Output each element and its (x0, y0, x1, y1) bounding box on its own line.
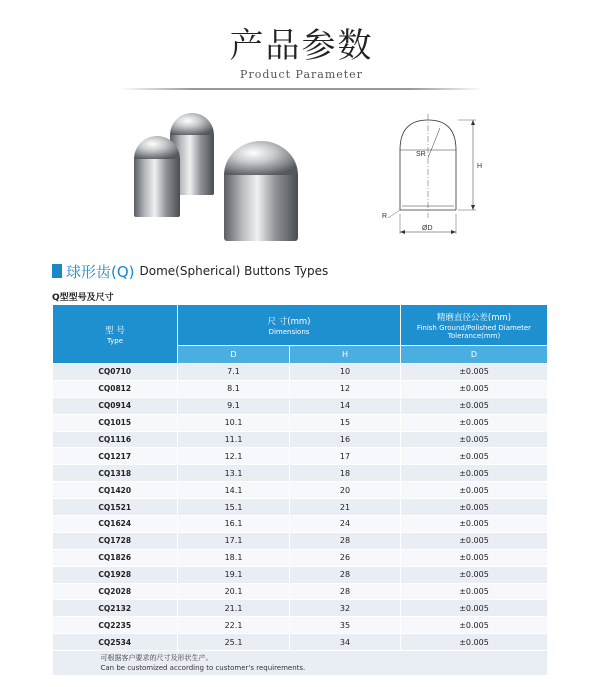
cell-d: 18.1 (178, 549, 290, 566)
cell-type: CQ1217 (53, 448, 178, 465)
section-marker (52, 264, 62, 278)
cell-type: CQ1420 (53, 482, 178, 499)
cell-tolerance: ±0.005 (401, 634, 548, 651)
product-photo (128, 105, 338, 253)
drawing-label-h: H (477, 163, 483, 170)
cell-tolerance: ±0.005 (401, 482, 548, 499)
table-row (53, 431, 548, 448)
section-title-cn: 球形齿(Q) (66, 262, 135, 281)
cell-tolerance: ±0.005 (401, 397, 548, 414)
table-row (53, 583, 548, 600)
cell-tolerance: ±0.005 (401, 516, 548, 533)
cell-h: 28 (290, 566, 401, 583)
table-row (53, 566, 548, 583)
cell-h: 14 (290, 397, 401, 414)
cell-type: CQ0710 (53, 364, 178, 381)
table-row (53, 600, 548, 617)
cell-d: 22.1 (178, 617, 290, 634)
cell-d: 15.1 (178, 499, 290, 516)
header-divider (120, 88, 483, 90)
cell-d: 20.1 (178, 583, 290, 600)
cell-h: 21 (290, 499, 401, 516)
button-large (224, 141, 298, 241)
page-subtitle: Product Parameter (240, 68, 363, 81)
table-subheading: Q型型号及尺寸 (52, 293, 114, 303)
cell-h: 10 (290, 364, 401, 381)
cell-h: 18 (290, 465, 401, 482)
cell-d: 11.1 (178, 431, 290, 448)
cell-type: CQ1624 (53, 516, 178, 533)
cell-type: CQ2132 (53, 600, 178, 617)
cell-tolerance: ±0.005 (401, 532, 548, 549)
cell-tolerance: ±0.005 (401, 617, 548, 634)
table-row (53, 634, 548, 651)
table-row (53, 532, 548, 549)
cell-tolerance: ±0.005 (401, 465, 548, 482)
drawing-label-sr: SR (416, 151, 426, 158)
cell-d: 16.1 (178, 516, 290, 533)
cell-h: 28 (290, 532, 401, 549)
table-row (53, 448, 548, 465)
cell-d: 9.1 (178, 397, 290, 414)
table-row (53, 516, 548, 533)
cell-type: CQ2028 (53, 583, 178, 600)
section-title-en: Dome(Spherical) Buttons Types (139, 264, 329, 278)
cell-h: 12 (290, 380, 401, 397)
cell-h: 26 (290, 549, 401, 566)
cell-type: CQ1318 (53, 465, 178, 482)
cell-tolerance: ±0.005 (401, 600, 548, 617)
table-row (53, 549, 548, 566)
cell-tolerance: ±0.005 (401, 431, 548, 448)
table-row (53, 482, 548, 499)
table-row (53, 380, 548, 397)
header-tolerance: 精磨直径公差(mm) Finish Ground/Polished Diameter Tolerance(mm) (401, 305, 548, 346)
header-type: 型 号 Type (53, 305, 178, 364)
cell-tolerance: ±0.005 (401, 364, 548, 381)
cell-h: 17 (290, 448, 401, 465)
table-row (53, 397, 548, 414)
cell-d: 25.1 (178, 634, 290, 651)
cell-type: CQ0812 (53, 380, 178, 397)
cell-type: CQ1116 (53, 431, 178, 448)
table-row (53, 465, 548, 482)
header-tolerance-d: D (401, 346, 548, 364)
cell-tolerance: ±0.005 (401, 448, 548, 465)
cell-d: 8.1 (178, 380, 290, 397)
cell-d: 7.1 (178, 364, 290, 381)
button-small-front (134, 136, 180, 217)
cell-type: CQ2235 (53, 617, 178, 634)
table-footnote (53, 651, 548, 676)
cell-d: 13.1 (178, 465, 290, 482)
footnote-en: Can be customized according to customer's requirements. (100, 664, 306, 673)
cell-d: 12.1 (178, 448, 290, 465)
table-row (53, 364, 548, 381)
header-h: H (290, 346, 401, 364)
cell-type: CQ1521 (53, 499, 178, 516)
cell-d: 14.1 (178, 482, 290, 499)
cell-type: CQ1728 (53, 532, 178, 549)
cell-type: CQ1015 (53, 414, 178, 431)
cell-h: 32 (290, 600, 401, 617)
cell-d: 10.1 (178, 414, 290, 431)
cell-tolerance: ±0.005 (401, 380, 548, 397)
spec-table (52, 304, 548, 676)
cell-d: 21.1 (178, 600, 290, 617)
cell-h: 15 (290, 414, 401, 431)
footnote-cn: 可根据客户要求的尺寸及形状生产。 (100, 654, 213, 663)
cell-h: 35 (290, 617, 401, 634)
drawing-label-d: ØD (422, 225, 433, 232)
cell-tolerance: ±0.005 (401, 583, 548, 600)
header-d: D (178, 346, 290, 364)
cell-tolerance: ±0.005 (401, 549, 548, 566)
cell-h: 24 (290, 516, 401, 533)
technical-drawing (378, 110, 496, 246)
cell-d: 17.1 (178, 532, 290, 549)
table-row (53, 499, 548, 516)
cell-h: 34 (290, 634, 401, 651)
cell-h: 16 (290, 431, 401, 448)
section-title (52, 262, 328, 280)
cell-type: CQ1826 (53, 549, 178, 566)
drawing-label-r: R (382, 213, 388, 220)
cell-type: CQ2534 (53, 634, 178, 651)
cell-h: 20 (290, 482, 401, 499)
page-title: 产品参数 (229, 26, 374, 66)
cell-tolerance: ±0.005 (401, 499, 548, 516)
cell-tolerance: ±0.005 (401, 566, 548, 583)
cell-d: 19.1 (178, 566, 290, 583)
cell-type: CQ1928 (53, 566, 178, 583)
table-row (53, 617, 548, 634)
cell-h: 28 (290, 583, 401, 600)
cell-tolerance: ±0.005 (401, 414, 548, 431)
table-row (53, 414, 548, 431)
header-dimensions: 尺 寸(mm) Dimensions (178, 305, 401, 346)
cell-type: CQ0914 (53, 397, 178, 414)
